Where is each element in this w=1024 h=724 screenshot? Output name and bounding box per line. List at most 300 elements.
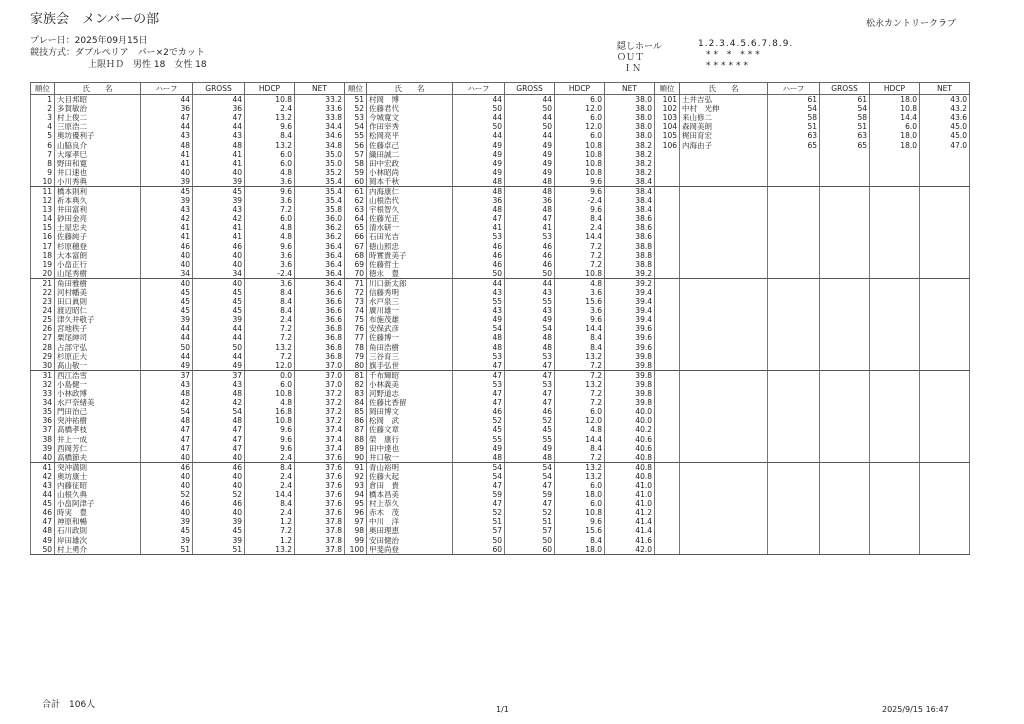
result-row xyxy=(31,288,345,297)
cell-gross: 49 xyxy=(193,361,245,371)
cell-hdcp: 8.4 xyxy=(555,214,605,223)
cell-name xyxy=(680,434,768,443)
cell-name xyxy=(680,297,768,306)
cell-rank: 28 xyxy=(31,343,55,352)
cell-half xyxy=(768,508,820,517)
cell-gross xyxy=(820,196,870,205)
cell-rank xyxy=(655,159,680,168)
cell-rank: 66 xyxy=(345,232,367,241)
cell-rank: 14 xyxy=(31,214,55,223)
cell-net xyxy=(920,168,970,177)
result-row xyxy=(31,499,345,508)
cell-half: 44 xyxy=(141,95,193,105)
cell-name: 水戸泉三 xyxy=(367,297,453,306)
cell-rank: 77 xyxy=(345,333,367,342)
cell-gross: 53 xyxy=(505,380,555,389)
cell-hdcp: 10.8 xyxy=(245,95,295,105)
cell-half: 57 xyxy=(453,526,505,535)
cell-rank: 103 xyxy=(655,113,680,122)
cell-gross: 46 xyxy=(505,242,555,251)
cell-half: 45 xyxy=(141,186,193,196)
cell-gross xyxy=(820,490,870,499)
cell-net: 34.8 xyxy=(295,140,345,149)
cell-half: 45 xyxy=(141,288,193,297)
cell-gross xyxy=(820,269,870,279)
result-row xyxy=(31,315,345,324)
cell-rank xyxy=(655,352,680,361)
result-row xyxy=(345,380,655,389)
cell-gross: 46 xyxy=(505,260,555,269)
cell-half: 43 xyxy=(141,205,193,214)
cell-gross: 49 xyxy=(505,159,555,168)
cell-hdcp: 14.4 xyxy=(555,324,605,333)
cell-name: 村岡 博 xyxy=(367,95,453,105)
cell-hdcp xyxy=(870,278,920,288)
cell-rank xyxy=(655,223,680,232)
cell-rank xyxy=(655,389,680,398)
cell-rank: 94 xyxy=(345,490,367,499)
header-row xyxy=(31,83,345,95)
cell-name xyxy=(680,251,768,260)
cell-name: 徳永 豊 xyxy=(367,269,453,279)
cell-rank: 49 xyxy=(31,536,55,545)
cell-hdcp: 8.4 xyxy=(245,499,295,508)
cell-half xyxy=(768,196,820,205)
cell-gross: 48 xyxy=(193,140,245,149)
cell-name: 信藤秀明 xyxy=(367,288,453,297)
cell-name: 佐藤卓己 xyxy=(367,140,453,149)
cell-hdcp xyxy=(870,223,920,232)
cell-net: 38.2 xyxy=(605,159,655,168)
cell-hdcp: 7.2 xyxy=(555,398,605,407)
cell-hdcp xyxy=(870,425,920,434)
cell-net: 41.2 xyxy=(605,508,655,517)
cell-rank: 50 xyxy=(31,545,55,555)
cell-gross: 42 xyxy=(193,214,245,223)
cell-half: 54 xyxy=(453,472,505,481)
cell-hdcp: 6.0 xyxy=(555,113,605,122)
cell-hdcp: 13.2 xyxy=(245,113,295,122)
cell-net xyxy=(920,297,970,306)
cell-rank xyxy=(655,168,680,177)
cell-net: 36.4 xyxy=(295,260,345,269)
cell-rank xyxy=(655,434,680,443)
result-row xyxy=(31,205,345,214)
cell-name: 祈本典久 xyxy=(55,196,141,205)
col-hdcp: HDCP xyxy=(870,83,920,95)
total-count: 合計 106人 xyxy=(42,700,96,710)
cell-name: 高橋節夫 xyxy=(55,453,141,463)
cell-rank xyxy=(655,545,680,555)
cell-gross xyxy=(820,462,870,472)
cell-gross: 36 xyxy=(505,196,555,205)
cell-gross xyxy=(820,186,870,196)
cell-net: 38.0 xyxy=(605,95,655,105)
result-row xyxy=(345,407,655,416)
cell-rank: 36 xyxy=(31,416,55,425)
result-row xyxy=(655,545,970,555)
cell-net xyxy=(920,508,970,517)
cell-half xyxy=(768,407,820,416)
cell-half: 46 xyxy=(453,242,505,251)
cell-rank: 24 xyxy=(31,306,55,315)
cell-half: 47 xyxy=(453,361,505,371)
cell-name: 小島健一 xyxy=(55,380,141,389)
result-row xyxy=(345,159,655,168)
cell-rank xyxy=(655,343,680,352)
cell-net: 36.6 xyxy=(295,315,345,324)
cell-name: 村上勇介 xyxy=(55,545,141,555)
cell-rank: 54 xyxy=(345,122,367,131)
cell-rank xyxy=(655,205,680,214)
cell-half: 46 xyxy=(453,251,505,260)
cell-name: 佐藤光正 xyxy=(367,214,453,223)
cell-net xyxy=(920,453,970,463)
cell-hdcp: 4.8 xyxy=(555,425,605,434)
cell-net: 38.8 xyxy=(605,251,655,260)
cell-half: 45 xyxy=(141,526,193,535)
cell-half: 42 xyxy=(141,214,193,223)
cell-hdcp: 2.4 xyxy=(245,315,295,324)
cell-net: 38.6 xyxy=(605,223,655,232)
cell-net: 36.8 xyxy=(295,343,345,352)
cell-gross: 44 xyxy=(505,278,555,288)
cell-rank xyxy=(655,425,680,434)
cell-rank: 20 xyxy=(31,269,55,279)
cell-rank: 17 xyxy=(31,242,55,251)
result-row xyxy=(655,242,970,251)
cell-rank: 56 xyxy=(345,140,367,149)
cell-hdcp: 13.2 xyxy=(245,343,295,352)
cell-hdcp: 4.8 xyxy=(245,223,295,232)
result-row xyxy=(655,526,970,535)
cell-rank: 62 xyxy=(345,196,367,205)
cell-half: 55 xyxy=(453,434,505,443)
cell-name: 井田富利 xyxy=(55,205,141,214)
cell-half: 47 xyxy=(141,425,193,434)
cell-hdcp: 15.6 xyxy=(555,526,605,535)
cell-net: 40.6 xyxy=(605,434,655,443)
cell-half: 49 xyxy=(453,159,505,168)
cell-gross xyxy=(820,536,870,545)
result-row xyxy=(31,490,345,499)
cell-half: 40 xyxy=(141,481,193,490)
cell-net: 36.8 xyxy=(295,324,345,333)
cell-gross xyxy=(820,278,870,288)
cell-half xyxy=(768,177,820,187)
cell-half: 48 xyxy=(453,205,505,214)
cell-net xyxy=(920,159,970,168)
cell-half: 49 xyxy=(141,361,193,371)
cell-half: 48 xyxy=(141,389,193,398)
cell-name: 中川 洋 xyxy=(367,517,453,526)
cell-net xyxy=(920,177,970,187)
cell-net: 37.2 xyxy=(295,416,345,425)
col-rank: 順位 xyxy=(31,83,55,95)
cell-net xyxy=(920,205,970,214)
cell-half: 36 xyxy=(453,196,505,205)
cell-gross: 47 xyxy=(505,214,555,223)
cell-net: 38.0 xyxy=(605,113,655,122)
cell-net: 40.0 xyxy=(605,416,655,425)
header-row xyxy=(655,83,970,95)
cell-gross: 52 xyxy=(193,490,245,499)
cell-rank: 32 xyxy=(31,380,55,389)
cell-net: 39.6 xyxy=(605,333,655,342)
cell-net: 39.8 xyxy=(605,398,655,407)
result-row xyxy=(31,140,345,149)
cell-hdcp: 13.2 xyxy=(245,140,295,149)
result-row xyxy=(655,472,970,481)
cell-net xyxy=(920,269,970,279)
cell-net xyxy=(920,306,970,315)
cell-half: 40 xyxy=(141,508,193,517)
cell-name: 今城寛文 xyxy=(367,113,453,122)
cell-gross: 54 xyxy=(820,104,870,113)
cell-gross xyxy=(820,297,870,306)
cell-rank: 105 xyxy=(655,131,680,140)
cell-half xyxy=(768,380,820,389)
cell-net xyxy=(920,251,970,260)
result-row xyxy=(345,508,655,517)
cell-half: 49 xyxy=(453,168,505,177)
result-row xyxy=(655,333,970,342)
cell-half: 43 xyxy=(453,288,505,297)
printed-timestamp: 2025/9/15 16:47 xyxy=(882,705,949,714)
cell-rank: 76 xyxy=(345,324,367,333)
cell-gross: 43 xyxy=(193,380,245,389)
result-row xyxy=(655,434,970,443)
cell-net: 40.0 xyxy=(605,407,655,416)
result-row xyxy=(655,343,970,352)
cell-half: 41 xyxy=(141,223,193,232)
cell-net: 38.0 xyxy=(605,104,655,113)
cell-half: 44 xyxy=(453,113,505,122)
cell-name: 佐藤哲士 xyxy=(367,260,453,269)
result-row xyxy=(345,113,655,122)
cell-name: 野田和寛 xyxy=(55,159,141,168)
out-hidden-marks: ** * *** xyxy=(706,50,763,60)
cell-half: 39 xyxy=(141,517,193,526)
cell-rank: 86 xyxy=(345,416,367,425)
cell-rank xyxy=(655,278,680,288)
cell-net: 37.0 xyxy=(295,361,345,371)
cell-gross: 51 xyxy=(505,517,555,526)
col-gross: GROSS xyxy=(505,83,555,95)
cell-half: 44 xyxy=(453,278,505,288)
cell-rank xyxy=(655,370,680,380)
cell-rank xyxy=(655,444,680,453)
cell-rank xyxy=(655,333,680,342)
cell-rank: 84 xyxy=(345,398,367,407)
cell-gross xyxy=(820,370,870,380)
cell-gross: 47 xyxy=(505,499,555,508)
result-row xyxy=(345,131,655,140)
result-row xyxy=(31,324,345,333)
cell-name xyxy=(680,205,768,214)
cell-gross xyxy=(820,352,870,361)
cell-half: 47 xyxy=(453,499,505,508)
cell-half: 46 xyxy=(141,462,193,472)
cell-net: 41.4 xyxy=(605,526,655,535)
result-row xyxy=(655,223,970,232)
cell-half: 46 xyxy=(453,407,505,416)
cell-hdcp xyxy=(870,472,920,481)
result-row xyxy=(345,444,655,453)
cell-rank: 61 xyxy=(345,186,367,196)
cell-name: 松岡 武 xyxy=(367,416,453,425)
cell-name: 河村幡美 xyxy=(55,288,141,297)
cell-half: 55 xyxy=(453,297,505,306)
cell-net: 37.4 xyxy=(295,425,345,434)
cell-hdcp: 9.6 xyxy=(245,186,295,196)
cell-name: 旗手弘世 xyxy=(367,361,453,371)
result-row xyxy=(655,499,970,508)
cell-hdcp xyxy=(870,453,920,463)
result-row xyxy=(31,508,345,517)
result-row xyxy=(345,95,655,105)
cell-net xyxy=(920,398,970,407)
cell-half: 47 xyxy=(141,444,193,453)
cell-net: 39.6 xyxy=(605,324,655,333)
cell-name: 水戸奈緒美 xyxy=(55,398,141,407)
cell-gross xyxy=(820,288,870,297)
cell-rank xyxy=(655,462,680,472)
cell-gross xyxy=(820,389,870,398)
cell-hdcp xyxy=(870,177,920,187)
cell-gross: 47 xyxy=(193,425,245,434)
cell-gross: 48 xyxy=(505,333,555,342)
out-label: ＯＵＴ xyxy=(617,53,645,63)
cell-hdcp: 3.6 xyxy=(245,251,295,260)
cell-gross xyxy=(820,223,870,232)
cell-hdcp: 8.4 xyxy=(245,462,295,472)
cell-name: 多賀敏治 xyxy=(55,104,141,113)
cell-net: 38.4 xyxy=(605,177,655,187)
result-row xyxy=(345,453,655,463)
cell-net xyxy=(920,389,970,398)
cell-hdcp: 10.8 xyxy=(555,508,605,517)
cell-name xyxy=(680,389,768,398)
cell-half xyxy=(768,462,820,472)
cell-net: 37.6 xyxy=(295,490,345,499)
cell-gross xyxy=(820,214,870,223)
cell-gross: 45 xyxy=(505,425,555,434)
result-row xyxy=(655,481,970,490)
cell-gross xyxy=(820,444,870,453)
cell-name: 清水研一 xyxy=(367,223,453,232)
cell-half: 48 xyxy=(453,186,505,196)
cell-hdcp: 8.4 xyxy=(245,297,295,306)
cell-half: 44 xyxy=(453,95,505,105)
page-title: 家族会 メンバーの部 xyxy=(30,12,160,27)
cell-hdcp: 4.8 xyxy=(245,168,295,177)
cell-name xyxy=(680,159,768,168)
cell-rank: 4 xyxy=(31,122,55,131)
cell-name xyxy=(680,278,768,288)
result-row xyxy=(345,333,655,342)
cell-name: 突沖祐樹 xyxy=(55,416,141,425)
cell-rank xyxy=(655,196,680,205)
cell-net: 35.4 xyxy=(295,177,345,187)
cell-rank xyxy=(655,297,680,306)
result-row xyxy=(345,196,655,205)
cell-half xyxy=(768,536,820,545)
cell-rank: 10 xyxy=(31,177,55,187)
cell-half: 41 xyxy=(453,223,505,232)
cell-half xyxy=(768,416,820,425)
cell-net: 38.8 xyxy=(605,242,655,251)
cell-gross: 59 xyxy=(505,490,555,499)
result-row xyxy=(31,472,345,481)
cell-hdcp: 2.4 xyxy=(245,453,295,463)
cell-half: 59 xyxy=(453,490,505,499)
result-row xyxy=(31,352,345,361)
cell-name: 青山裕明 xyxy=(367,462,453,472)
cell-gross: 61 xyxy=(820,95,870,105)
result-row xyxy=(345,269,655,279)
cell-name: 小林昭尚 xyxy=(367,168,453,177)
cell-half: 50 xyxy=(453,269,505,279)
cell-net: 37.4 xyxy=(295,444,345,453)
cell-hdcp: 2.4 xyxy=(245,472,295,481)
cell-name: 佐藤大起 xyxy=(367,472,453,481)
cell-hdcp: 2.4 xyxy=(555,223,605,232)
cell-net: 37.0 xyxy=(295,380,345,389)
cell-net: 38.4 xyxy=(605,196,655,205)
result-row xyxy=(655,159,970,168)
cell-net xyxy=(920,315,970,324)
result-row xyxy=(345,232,655,241)
cell-name xyxy=(680,168,768,177)
cell-name xyxy=(680,324,768,333)
cell-half xyxy=(768,472,820,481)
cell-name: 安保武彦 xyxy=(367,324,453,333)
cell-hdcp xyxy=(870,269,920,279)
result-row xyxy=(345,315,655,324)
cell-hdcp: 8.4 xyxy=(555,333,605,342)
cell-rank xyxy=(655,288,680,297)
cell-name: 橋本昌美 xyxy=(367,490,453,499)
cell-gross xyxy=(820,150,870,159)
cell-net: 37.6 xyxy=(295,499,345,508)
cell-net: 36.6 xyxy=(295,297,345,306)
cell-half: 50 xyxy=(453,122,505,131)
cell-gross: 63 xyxy=(820,131,870,140)
result-row xyxy=(655,131,970,140)
cell-name: 小畠阿津子 xyxy=(55,499,141,508)
cell-half: 46 xyxy=(141,242,193,251)
result-row xyxy=(345,462,655,472)
cell-name xyxy=(680,499,768,508)
cell-half: 45 xyxy=(141,297,193,306)
result-row xyxy=(31,536,345,545)
cell-gross xyxy=(820,159,870,168)
result-row xyxy=(655,370,970,380)
cell-half: 48 xyxy=(453,177,505,187)
cell-name: 内藤征昭 xyxy=(55,481,141,490)
cell-gross: 48 xyxy=(505,186,555,196)
cell-hdcp: 18.0 xyxy=(870,95,920,105)
cell-gross xyxy=(820,545,870,555)
cell-half: 52 xyxy=(453,416,505,425)
cell-gross: 44 xyxy=(193,122,245,131)
cell-half: 48 xyxy=(453,333,505,342)
cell-hdcp xyxy=(870,352,920,361)
result-row xyxy=(345,361,655,371)
cell-half: 36 xyxy=(141,104,193,113)
cell-half xyxy=(768,389,820,398)
